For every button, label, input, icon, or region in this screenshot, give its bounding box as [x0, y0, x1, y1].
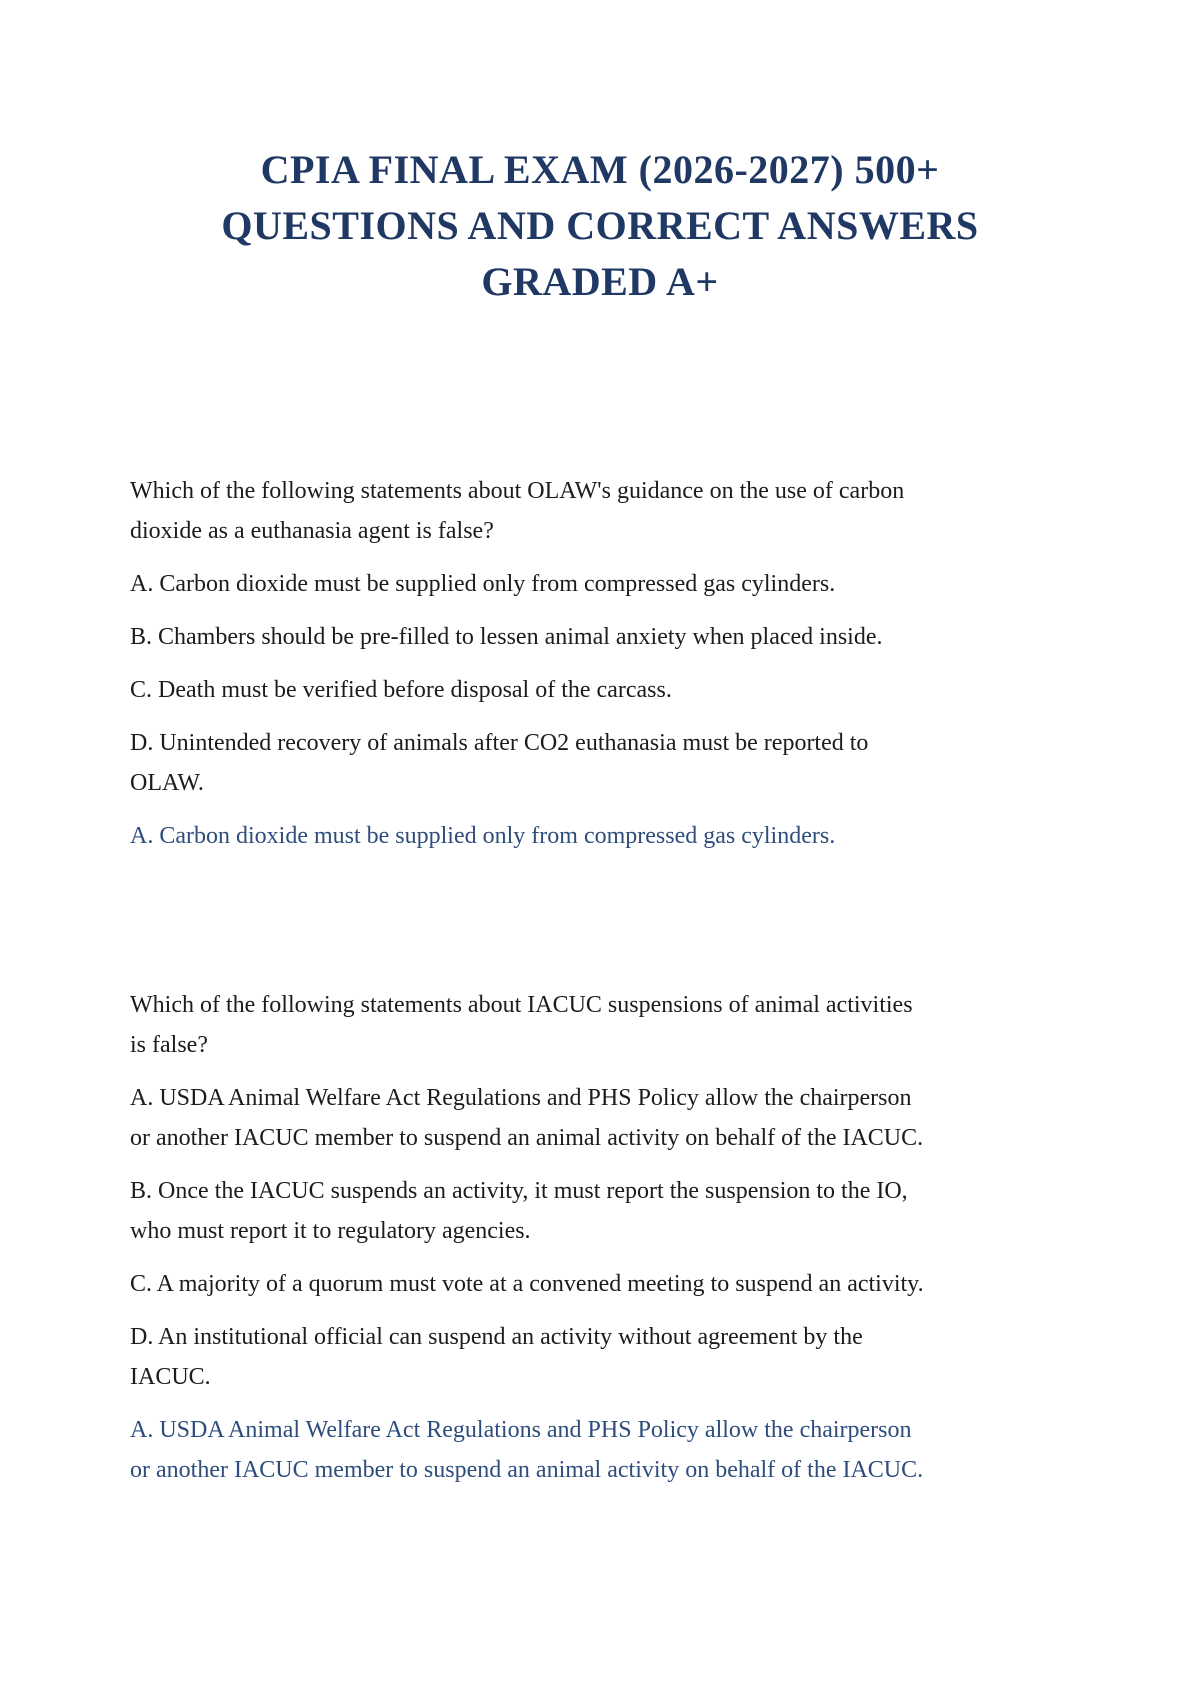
- question-2-text-line-1: Which of the following statements about IACUC suspensions of animal activities: [130, 992, 913, 1018]
- question-1-option-b-line-1: B. Chambers should be pre-filled to lessen animal anxiety when placed inside.: [130, 624, 883, 650]
- question-2-option-a-line-2: or another IACUC member to suspend an animal activity on behalf of the IACUC.: [130, 1125, 924, 1151]
- question-2-text-line-2: is false?: [130, 1032, 208, 1058]
- title-line-3: GRADED A+: [481, 259, 719, 304]
- question-1-text: [130, 471, 1200, 551]
- question-2-option-c: [130, 1264, 1200, 1304]
- question-1-option-c-line-1: C. Death must be verified before disposal of the carcass.: [130, 677, 672, 703]
- title-line-2: QUESTIONS AND CORRECT ANSWERS: [221, 203, 979, 248]
- question-1-option-d: [130, 723, 1200, 803]
- question-2-text: [130, 985, 1200, 1065]
- question-2-option-d-line-2: IACUC.: [130, 1364, 211, 1390]
- question-2-answer-line-2: or another IACUC member to suspend an animal activity on behalf of the IACUC.: [130, 1457, 924, 1483]
- question-2-option-b-line-2: who must report it to regulatory agencies.: [130, 1218, 531, 1244]
- question-1-text-line-2: dioxide as a euthanasia agent is false?: [130, 518, 494, 544]
- question-1-option-d-line-1: D. Unintended recovery of animals after CO2 euthanasia must be reported to: [130, 730, 869, 756]
- question-1-text-line-1: Which of the following statements about OLAW's guidance on the use of carbon: [130, 478, 905, 504]
- question-2-option-d: [130, 1317, 1200, 1397]
- document-title: [0, 0, 1200, 310]
- question-1-option-c: [130, 670, 1200, 710]
- question-1-option-a: [130, 564, 1200, 604]
- question-1-option-b: [130, 617, 1200, 657]
- question-1: [130, 471, 1200, 856]
- question-2-option-a: [130, 1078, 1200, 1158]
- question-1-answer: [130, 816, 1200, 856]
- question-2-option-a-line-1: A. USDA Animal Welfare Act Regulations and PHS Policy allow the chairperson: [130, 1085, 912, 1111]
- question-1-option-a-line-1: A. Carbon dioxide must be supplied only from compressed gas cylinders.: [130, 571, 836, 597]
- question-1-option-d-line-2: OLAW.: [130, 770, 204, 796]
- title-line-1: CPIA FINAL EXAM (2026-2027) 500+: [260, 147, 940, 192]
- question-1-answer-line-1: A. Carbon dioxide must be supplied only from compressed gas cylinders.: [130, 823, 836, 849]
- question-2-answer-line-1: A. USDA Animal Welfare Act Regulations and PHS Policy allow the chairperson: [130, 1417, 912, 1443]
- document-body: [130, 471, 1200, 1490]
- question-2-option-b-line-1: B. Once the IACUC suspends an activity, it must report the suspension to the IO,: [130, 1178, 908, 1204]
- question-2-option-d-line-1: D. An institutional official can suspend an activity without agreement by the: [130, 1324, 863, 1350]
- question-2: [130, 985, 1200, 1490]
- question-2-answer: [130, 1410, 1200, 1490]
- question-2-option-b: [130, 1171, 1200, 1251]
- question-2-option-c-line-1: C. A majority of a quorum must vote at a convened meeting to suspend an activity.: [130, 1271, 924, 1297]
